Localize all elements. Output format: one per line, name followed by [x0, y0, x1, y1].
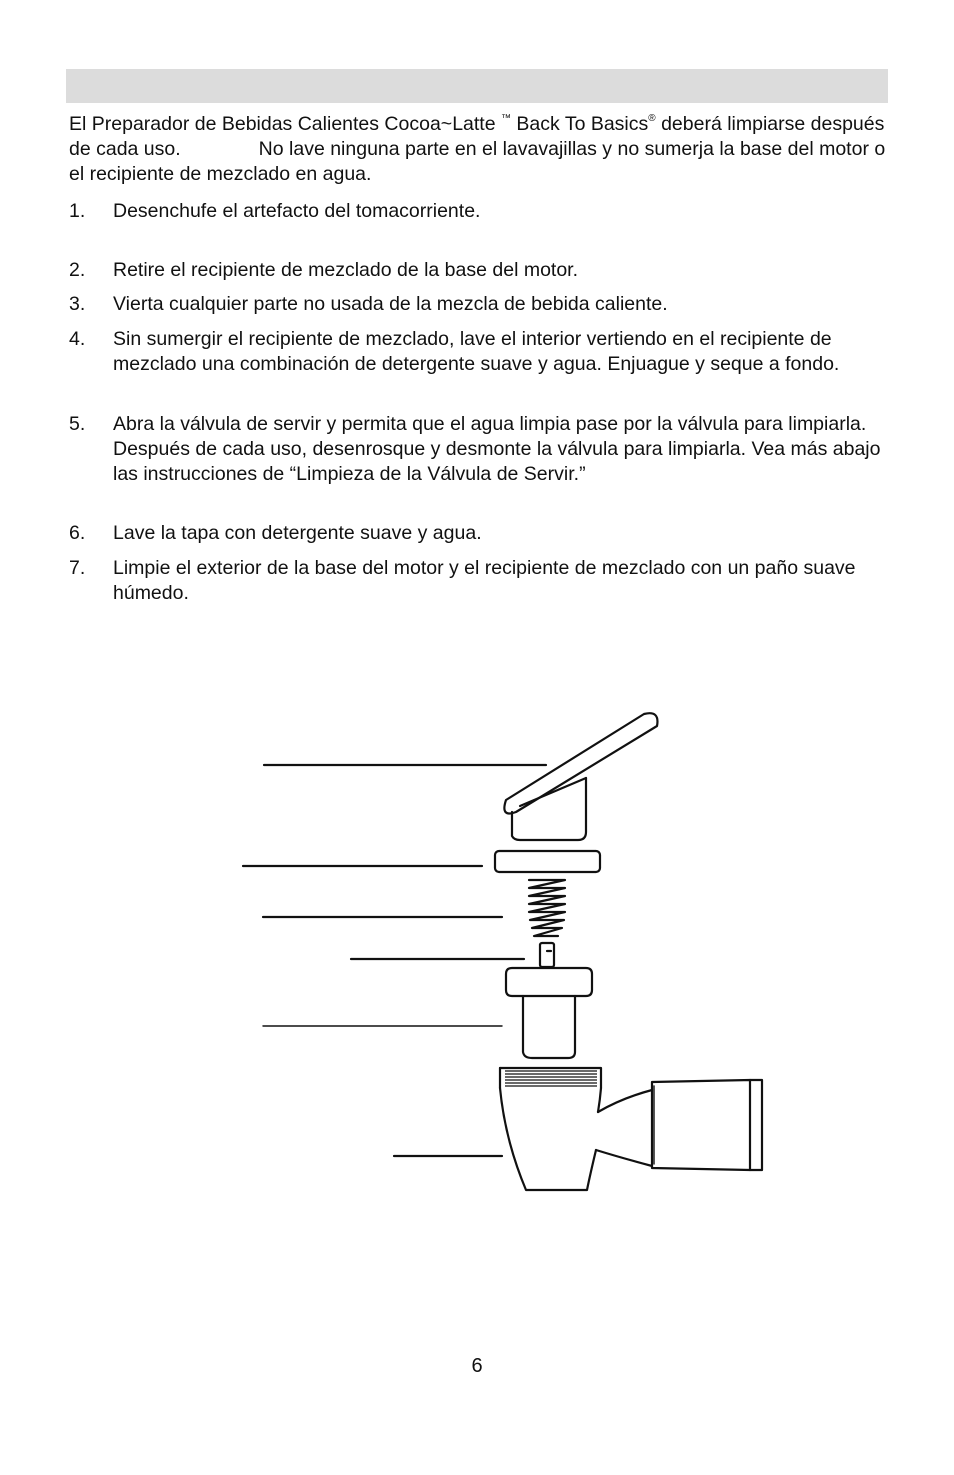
- step-number: 4.: [69, 328, 86, 350]
- pin: [540, 943, 554, 967]
- page-number: 6: [471, 1355, 483, 1377]
- step-text: Limpie el exterior de la base del motor y el recipiente de mezclado con un paño suave húmedo.: [113, 557, 856, 604]
- intro-text-1: El Preparador de Bebidas Calientes Cocoa~Latte: [69, 113, 496, 135]
- lever-handle: [504, 713, 657, 840]
- step-number: 7.: [69, 557, 86, 579]
- step-number: 2.: [69, 259, 86, 281]
- registered-symbol: ®: [648, 113, 656, 124]
- intro-text-2: Back To Basics: [516, 113, 649, 135]
- plunger: [506, 968, 592, 1058]
- washer: [495, 851, 600, 872]
- intro-text-3: deberá limpiarse después de cada uso.: [69, 113, 885, 160]
- step-number: 1.: [69, 200, 86, 222]
- step-number: 6.: [69, 522, 86, 544]
- step-text: Retire el recipiente de mezclado de la base del motor.: [113, 259, 579, 281]
- spring: [529, 880, 565, 936]
- step-text: Desenchufe el artefacto del tomacorriente.: [113, 200, 481, 222]
- step-text: Sin sumergir el recipiente de mezclado, lave el interior vertiendo en el recipiente de mezclado una combinación de detergente suave y agua. Enjuague y seque a fondo.: [113, 328, 840, 375]
- trademark-symbol: ™: [500, 113, 511, 124]
- step-number: 5.: [69, 413, 86, 435]
- step-text: Lave la tapa con detergente suave y agua.: [113, 522, 482, 544]
- valve-body-threads: [505, 1071, 597, 1086]
- intro-text-4: No lave ninguna parte en el lavavajillas y no sumerja la base del motor o el recipiente de mezclado en agua.: [69, 138, 886, 185]
- step-text: Vierta cualquier parte no usada de la mezcla de bebida caliente.: [113, 293, 668, 315]
- step-number: 3.: [69, 293, 86, 315]
- step-text: Abra la válvula de servir y permita que el agua limpia pase por la válvula para limpiarla. Después de cada uso, desenrosque y desmonte la válvula para limpiarla. Vea más abajo las instrucciones de “Limpieza de la Válvula de Servir.”: [113, 413, 881, 485]
